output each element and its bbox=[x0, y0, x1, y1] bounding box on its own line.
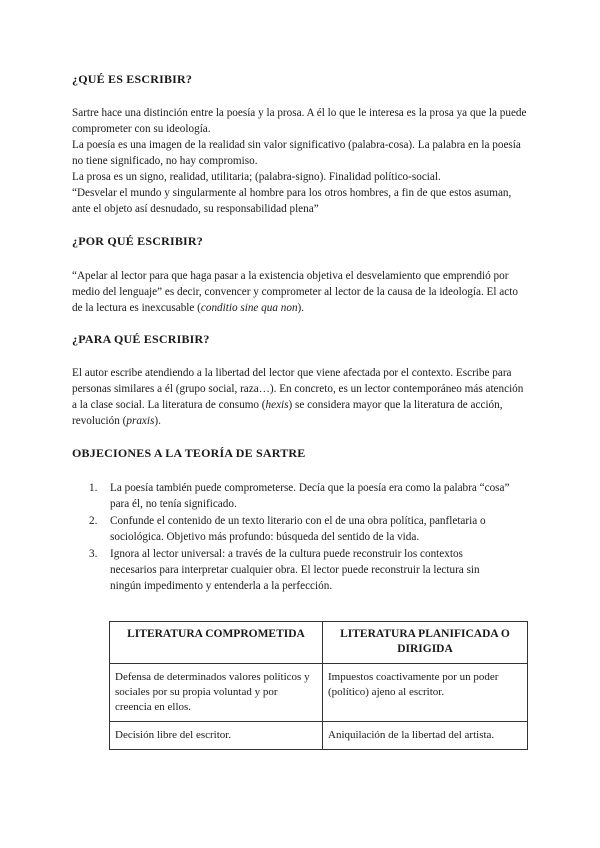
list-item-number: 2. bbox=[89, 515, 98, 527]
table-row bbox=[110, 664, 528, 722]
list-item bbox=[72, 480, 532, 512]
table-cell: Defensa de determinados valores políticos y sociales por su propia voluntad y por creencia en ellos. bbox=[110, 664, 323, 722]
why-text-end: ). bbox=[297, 302, 305, 314]
why-italic-text: conditio sine qua non bbox=[200, 302, 298, 314]
heading-purpose-of-writing: ¿PARA QUÉ ESCRIBIR? bbox=[72, 332, 210, 346]
objections-list bbox=[72, 480, 532, 595]
purpose-text: ) se considera mayor que la literatura de acción, revolución ( bbox=[72, 399, 503, 427]
list-item-number: 3. bbox=[89, 548, 98, 560]
paragraph-why-write bbox=[72, 268, 530, 316]
purpose-italic-hexis: hexis bbox=[265, 399, 289, 411]
list-item-number: 1. bbox=[89, 482, 98, 494]
paragraph-what-is-writing bbox=[72, 105, 530, 217]
list-item-text: Confunde el contenido de un texto literario con el de una obra política, panfletaria o sociológica. Objetivo más profundo: búsqueda del sentido de la vida. bbox=[110, 515, 486, 543]
comparison-table bbox=[109, 621, 528, 750]
table-row bbox=[110, 722, 528, 750]
list-item-text: La poesía también puede comprometerse. Decía que la poesía era como la palabra “cosa” para él, no tenía significado. bbox=[110, 482, 510, 510]
purpose-text-end: ). bbox=[154, 415, 161, 427]
purpose-text: El autor escribe atendiendo a la libertad del lector que viene afectada por el contexto. Escribe para personas similares a él (grupo social, raza…). En concreto, es un lector contemporáneo más atención a la clase social. La literatura de consumo ( bbox=[72, 367, 524, 411]
paragraph-line: “Desvelar el mundo y singularmente al hombre para los otros hombres, a fin de que estos asuman, ante el objeto así desnudado, su responsabilidad plena” bbox=[72, 187, 512, 215]
paragraph-purpose-of-writing bbox=[72, 365, 530, 429]
purpose-italic-praxis: praxis bbox=[126, 415, 155, 427]
paragraph-line: Sartre hace una distinción entre la poesía y la prosa. A él lo que le interesa es la prosa ya que la puede comprometer con su ideología. bbox=[72, 107, 527, 135]
table-header-committed: LITERATURA COMPROMETIDA bbox=[110, 622, 323, 664]
heading-why-write: ¿POR QUÉ ESCRIBIR? bbox=[72, 234, 203, 248]
heading-objections: OBJECIONES A LA TEORÍA DE SARTRE bbox=[72, 446, 306, 460]
paragraph-line: La prosa es un signo, realidad, utilitaria; (palabra-signo). Finalidad político-social. bbox=[72, 171, 441, 183]
heading-what-is-writing: ¿QUÉ ES ESCRIBIR? bbox=[72, 72, 193, 86]
table-cell: Aniquilación de la libertad del artista. bbox=[323, 722, 528, 750]
table-cell: Impuestos coactivamente por un poder (político) ajeno al escritor. bbox=[323, 664, 528, 722]
table-cell: Decisión libre del escritor. bbox=[110, 722, 323, 750]
list-item bbox=[72, 513, 532, 545]
list-item bbox=[72, 546, 532, 594]
table-header-planned: LITERATURA PLANIFICADA O DIRIGIDA bbox=[323, 622, 528, 664]
paragraph-line: La poesía es una imagen de la realidad sin valor significativo (palabra-cosa). La palabra en la poesía no tiene significado, no hay compromiso. bbox=[72, 139, 521, 167]
why-text: “Apelar al lector para que haga pasar a la existencia objetiva el desvelamiento que emprendió por medio del lenguaje” es decir, convencer y comprometer al lector de la causa de la ideología. El acto de la lectura es inexcusable ( bbox=[72, 270, 518, 314]
list-item-text: Ignora al lector universal: a través de la cultura puede reconstruir los contextos necesarios para interpretar cualquier obra. El lector puede reconstruir la lectura sin ningún impedimento y entenderla a la perfección. bbox=[110, 548, 480, 592]
table-header-row bbox=[110, 622, 528, 664]
